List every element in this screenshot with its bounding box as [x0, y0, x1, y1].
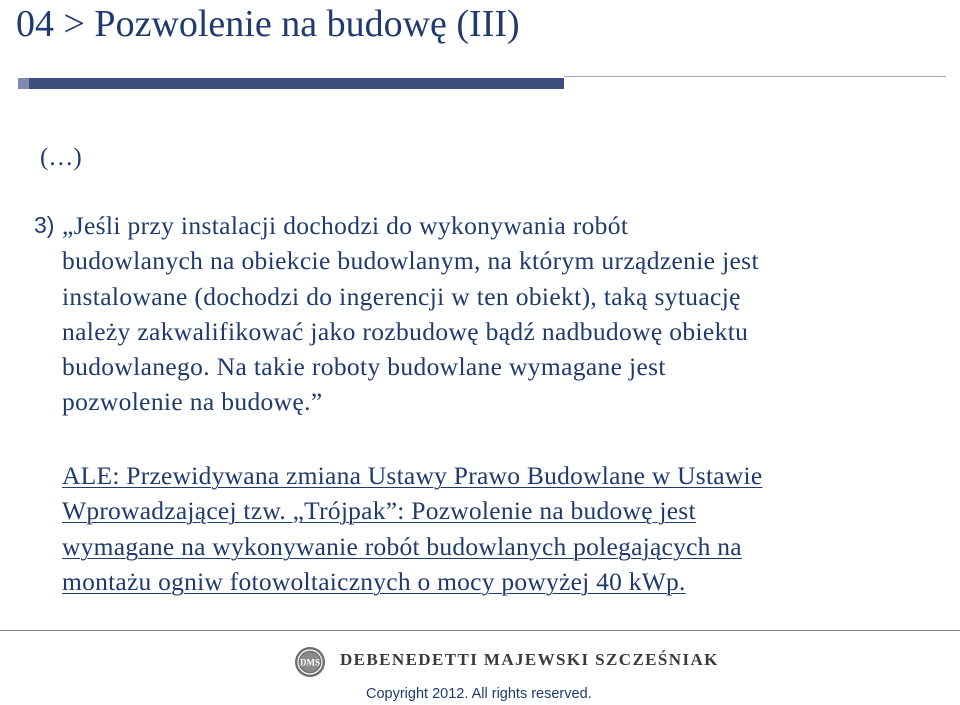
omission-ellipsis: (…) — [40, 144, 82, 171]
firm-name: DEBENEDETTI MAJEWSKI SZCZEŚNIAK — [340, 650, 719, 669]
note-line: montażu ogniw fotowoltaicznych o mocy powyżej 40 kWp. — [62, 566, 686, 596]
title-underline-thin-line — [564, 76, 946, 77]
quoted-provision — [62, 208, 952, 420]
title-underline-accent — [18, 78, 29, 89]
slide-title: 04 > Pozwolenie na budowę (III) — [16, 3, 520, 45]
text-line: budowlanych na obiekcie budowlanym, na którym urządzenie jest — [62, 246, 759, 276]
text-line: pozwolenie na budowę.” — [62, 387, 323, 417]
amendment-note — [62, 458, 957, 599]
footer-divider — [0, 630, 960, 631]
logo-text: DMS — [300, 657, 320, 668]
text-line: instalowane (dochodzi do ingerencji w ten obiekt), taką sytuację — [62, 281, 741, 311]
text-line: „Jeśli przy instalacji dochodzi do wykonywania robót — [62, 211, 629, 240]
text-line: należy zakwalifikować jako rozbudowę bądź nadbudowę obiektu — [62, 316, 749, 346]
text-line: budowlanego. Na takie roboty budowlane wymagane jest — [62, 352, 666, 382]
title-underline-bar — [18, 78, 564, 89]
copyright-notice: Copyright 2012. All rights reserved. — [366, 686, 592, 702]
item-number: 3) — [34, 212, 55, 238]
dbms-seal-icon — [294, 646, 326, 678]
note-line: wymagane na wykonywanie robót budowlanych polegających na — [62, 531, 742, 561]
note-line: ALE: Przewidywana zmiana Ustawy Prawo Budowlane w Ustawie — [62, 461, 763, 490]
note-line: Wprowadzającej tzw. „Trójpak”: Pozwolenie na budowę jest — [62, 496, 696, 526]
